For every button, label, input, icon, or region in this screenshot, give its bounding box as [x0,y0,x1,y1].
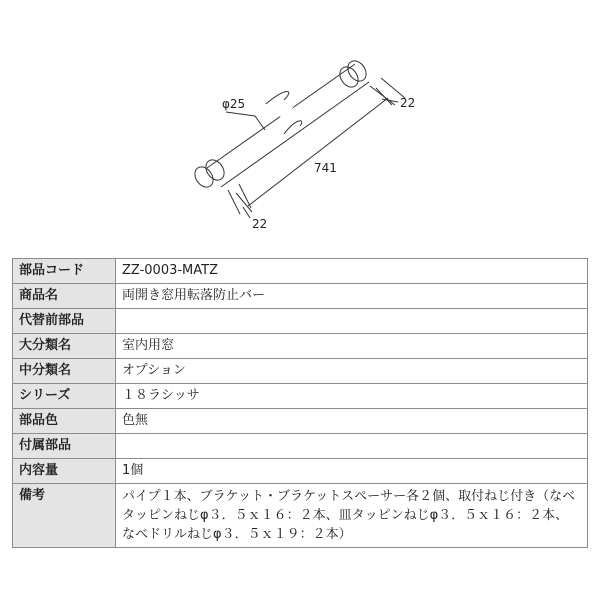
row-value-part-code: ZZ-0003-MATZ [116,259,588,284]
spacer-left-inner [202,156,228,183]
table-row [13,459,588,484]
row-value-part-color: 色無 [116,409,588,434]
row-value-series: １８ラシッサ [116,384,588,409]
right-spacer-dim-b [381,78,405,98]
spacer-right-label: 22 [400,96,416,110]
row-label-replaced-part: 代替前部品 [13,309,116,334]
row-value-minor-category: オプション [116,359,588,384]
table-row [13,484,588,548]
row-label-quantity: 内容量 [13,459,116,484]
spec-table [12,258,588,548]
length-label: 741 [314,161,337,175]
row-label-minor-category: 中分類名 [13,359,116,384]
diameter-label: φ25 [222,97,246,111]
spacer-right-inner [336,63,362,90]
spacer-left-outer [191,163,217,190]
spacer-right-outer [344,57,370,84]
table-row [13,284,588,309]
table-row [13,309,588,334]
row-label-part-code: 部品コード [13,259,116,284]
product-drawing [0,0,600,250]
table-row [13,359,588,384]
row-value-replaced-part [116,309,588,334]
table-row [13,434,588,459]
row-value-major-category: 室内用窓 [116,334,588,359]
row-value-accessories [116,434,588,459]
row-label-product-name: 商品名 [13,284,116,309]
length-dimension-line [248,98,388,206]
spacer-left-label: 22 [252,217,268,231]
row-label-series: シリーズ [13,384,116,409]
row-label-major-category: 大分類名 [13,334,116,359]
row-label-part-color: 部品色 [13,409,116,434]
row-value-remarks: パイプ１本、ブラケット・ブラケットスペーサー各２個、取付ねじ付き（なベタッピンねじφ３．５ｘ１６：２本、皿タッピンねじφ３．５ｘ１６：２本、なベドリルねじφ３．５ｘ１９：２本） [116,484,588,548]
table-row [13,384,588,409]
row-value-product-name: 両開き窓用転落防止バー [116,284,588,309]
left-spacer-dim-a [228,190,240,214]
row-label-remarks: 備考 [13,484,116,548]
row-value-quantity: 1個 [116,459,588,484]
table-row [13,334,588,359]
table-row [13,409,588,434]
table-row [13,259,588,284]
row-label-accessories: 付属部品 [13,434,116,459]
diameter-leader [226,112,265,130]
